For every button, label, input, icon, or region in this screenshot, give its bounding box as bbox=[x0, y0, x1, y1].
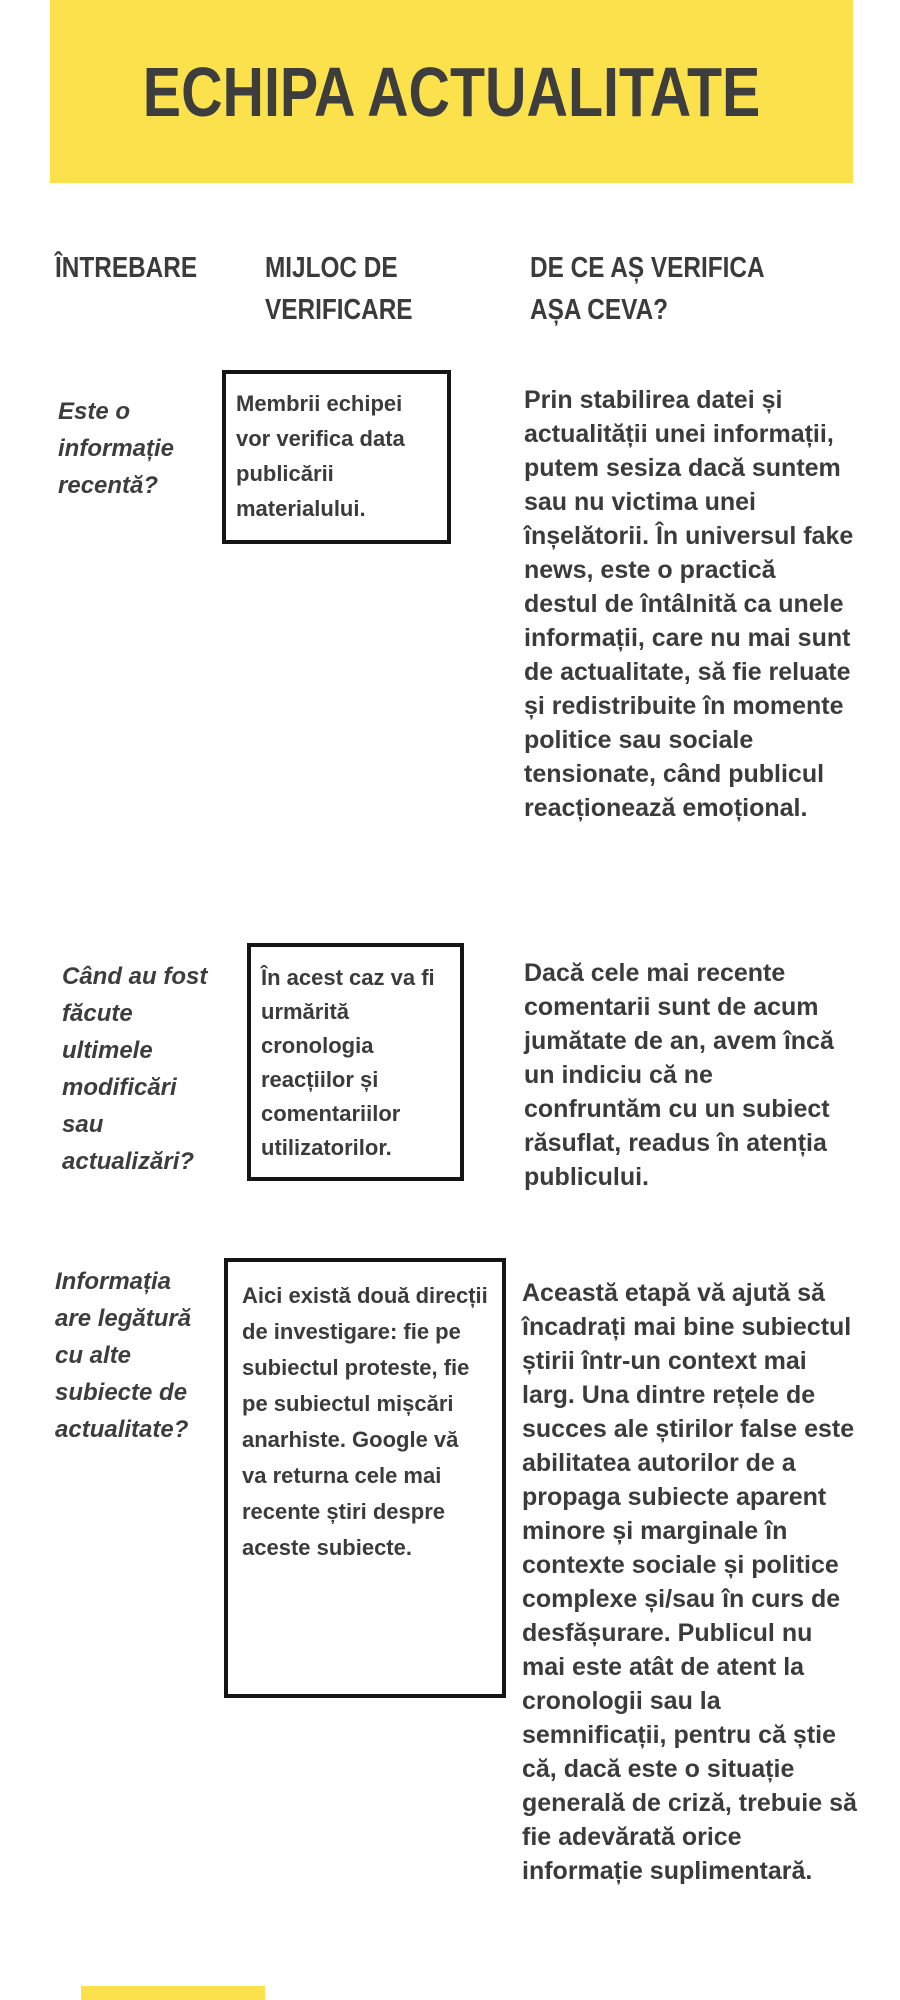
row2-method-box: În acest caz va fi urmărită cronologia reacțiilor și comentariilor utilizatorilor. bbox=[247, 943, 464, 1181]
column-header-question: ÎNTREBARE bbox=[55, 252, 198, 284]
row3-method-box: Aici există două direcții de investigare: fie pe subiectul proteste, fie pe subiectul mișcări anarhiste. Google vă va returna cele mai recente știri despre aceste subiecte. bbox=[224, 1258, 506, 1698]
row3-question: Informația are legătură cu alte subiecte de actualitate? bbox=[55, 1268, 192, 1443]
bottom-accent-bar bbox=[81, 1986, 265, 2000]
row2-why-text: Dacă cele mai recente comentarii sunt de acum jumătate de an, avem încă un indiciu că ne confruntăm cu un subiect răsuflat, readus în atenția publicului. bbox=[524, 959, 834, 1191]
title-banner bbox=[50, 0, 853, 183]
column-header-method: MIJLOC DE VERIFICARE bbox=[265, 252, 413, 326]
row1-why-text: Prin stabilirea datei și actualității unei informații, putem sesiza dacă suntem sau nu victima unei înșelătorii. În universul fake news, este o practică destul de întâlnită ca unele informații, care nu mai sunt de actualitate, să fie reluate și redistribuite în momente politice sau sociale tensionate, când publicul reacționează emoțional. bbox=[524, 386, 854, 822]
row2-question: Când au fost făcute ultimele modificări sau actualizări? bbox=[62, 963, 208, 1175]
page-title: ECHIPA ACTUALITATE bbox=[142, 52, 761, 131]
row1-method-box: Membrii echipei vor verifica data publicării materialului. bbox=[222, 370, 451, 544]
row3-why-text: Această etapă vă ajută să încadrați mai bine subiectul știrii într-un context mai larg. Una dintre rețele de succes ale știrilor false este abilitatea autorilor de a propaga subiecte aparent minore și marginale în contexte sociale și politice complexe și/sau în curs de desfășurare. Publicul nu mai este atât de atent la cronologii sau la semnificații, pentru că știe că, dacă este o situație generală de criză, trebuie să fie adevărată orice informație suplimentară. bbox=[522, 1279, 857, 1885]
column-header-why: DE CE AȘ VERIFICA AȘA CEVA? bbox=[530, 252, 764, 326]
row1-question: Este o informație recentă? bbox=[58, 398, 175, 499]
